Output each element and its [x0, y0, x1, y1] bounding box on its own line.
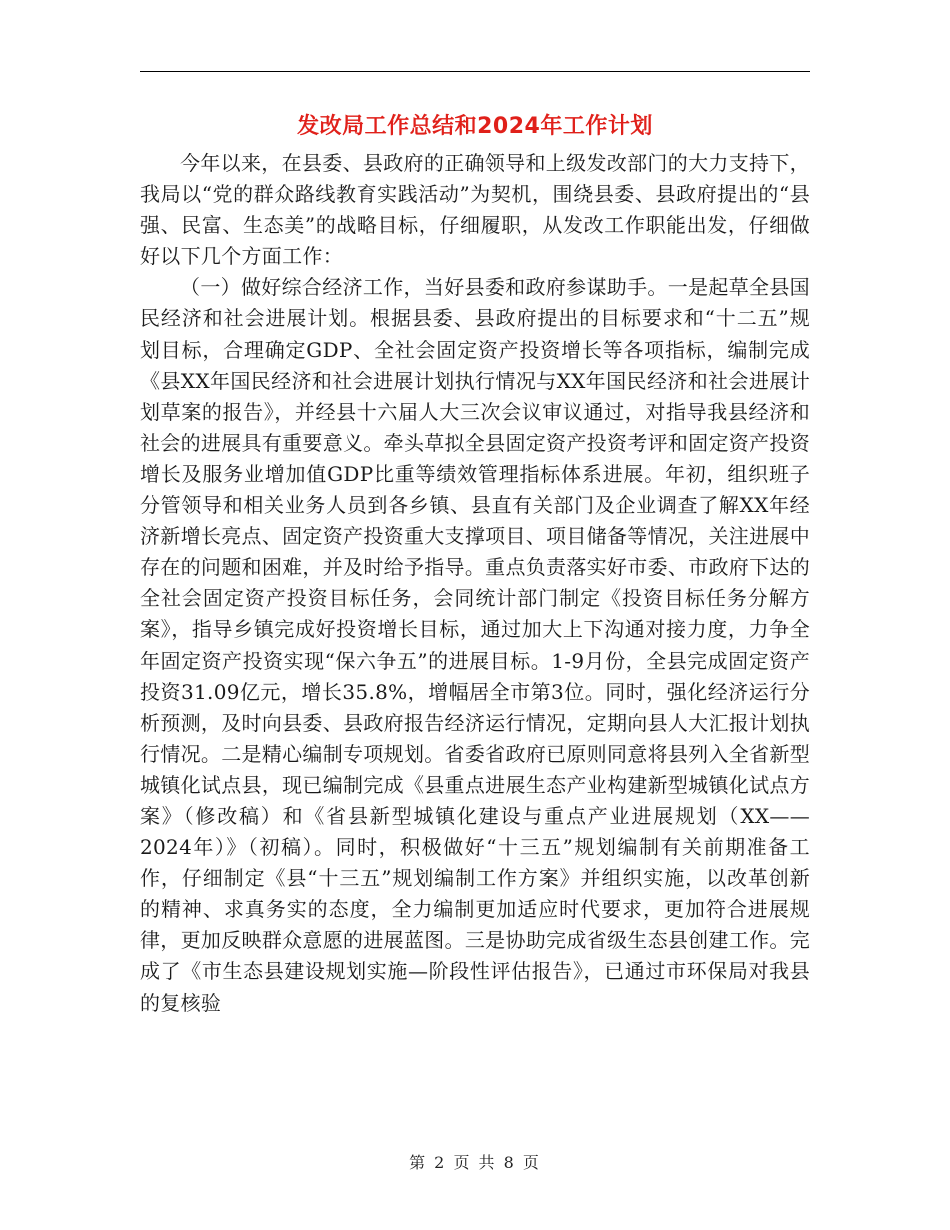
body-paragraph-intro: 今年以来，在县委、县政府的正确领导和上级发改部门的大力支持下，我局以“党的群众路线教育实践活动”为契机，围绕县委、县政府提出的“县强、民富、生态美”的战略目标，仔细履职，从发改工作职能出发，仔细做好以下几个方面工作： — [140, 151, 810, 269]
page-footer: 第 2 页 共 8 页 — [409, 1153, 541, 1172]
document-title: 发改局工作总结和2024年工作计划 — [297, 114, 653, 139]
body-paragraph-section-1: （一）做好综合经济工作，当好县委和政府参谋助手。一是起草全县国民经济和社会进展计划。根据县委、县政府提出的目标要求和“十二五”规划目标，合理确定GDP、全社会固定资产投资增长等各项指标，编制完成《县XX年国民经济和社会进展计划执行情况与XX年国民经济和社会进展计划草案的报告》，并经县十六届人大三次会议审议通过，对指导我县经济和社会的进展具有重要意义。牵头草拟全县固定资产投资考评和固定资产投资增长及服务业增加值GDP比重等绩效管理指标体系进展。年初，组织班子分管领导和相关业务人员到各乡镇、县直有关部门及企业调查了解XX年经济新增长亮点、固定资产投资重大支撑项目、项目储备等情况，关注进展中存在的问题和困难，并及时给予指导。重点负责落实好市委、市政府下达的全社会固定资产投资目标任务，会同统计部门制定《投资目标任务分解方案》，指导乡镇完成好投资增长目标，通过加大上下沟通对接力度，力争全年固定资产投资实现“保六争五”的进展目标。1-9月份，全县完成固定资产投资31.09亿元，增长35.8%，增幅居全市第3位。同时，强化经济运行分析预测，及时向县委、县政府报告经济运行情况，定期向县人大汇报计划执行情况。二是精心编制专项规划。省委省政府已原则同意将县列入全省新型城镇化试点县，现已编制完成《县重点进展生态产业构建新型城镇化试点方案》（修改稿）和《省县新型城镇化建设与重点产业进展规划（XX——2024年）》（初稿）。同时，积极做好“十三五”规划编制有关前期准备工作，仔细制定《县“十三五”规划编制工作方案》并组织实施，以改革创新的精神、求真务实的态度，全力编制更加适应时代要求，更加符合进展规律，更加反映群众意愿的进展蓝图。三是协助完成省级生态县创建工作。完成了《市生态县建设规划实施—阶段性评估报告》，已通过市环保局对我县的复核验 — [140, 275, 810, 1015]
header-rule — [140, 71, 810, 72]
document-body — [140, 148, 810, 1019]
